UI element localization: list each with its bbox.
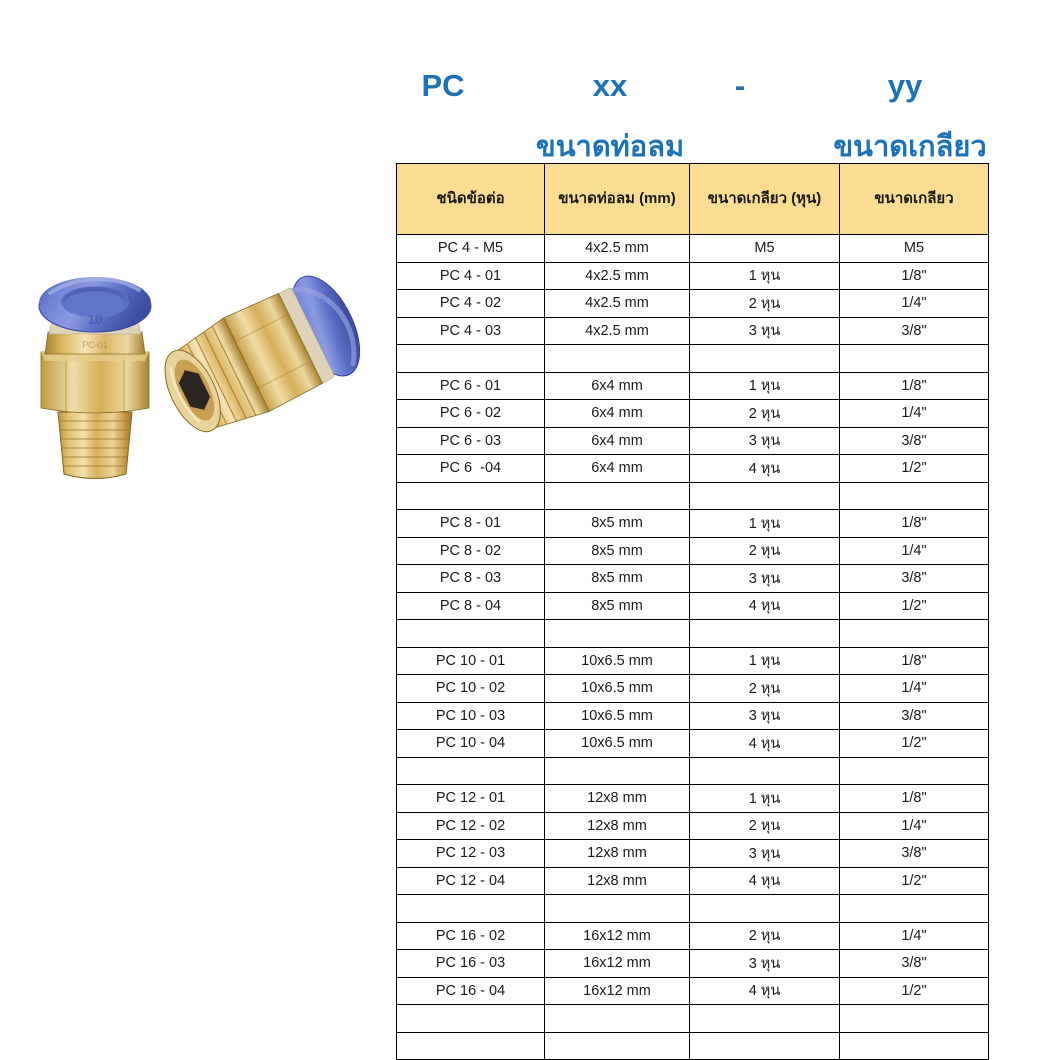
- table-row: [397, 290, 989, 318]
- table-cell: 4 หุน: [690, 867, 840, 895]
- table-cell: PC 12 - 02: [397, 812, 545, 840]
- table-cell: PC 10 - 04: [397, 730, 545, 758]
- fitting-upright: [39, 277, 151, 479]
- table-cell: 8x5 mm: [545, 537, 690, 565]
- table-cell: 4x2.5 mm: [545, 290, 690, 318]
- column-header-fitting-type: ชนิดข้อต่อ: [397, 164, 545, 235]
- table-cell: [690, 757, 840, 785]
- table-cell: [690, 895, 840, 923]
- table-cell: [397, 757, 545, 785]
- table-cell: 12x8 mm: [545, 840, 690, 868]
- table-cell: 4x2.5 mm: [545, 262, 690, 290]
- table-cell: 1 หุน: [690, 372, 840, 400]
- table-row: [397, 510, 989, 538]
- table-cell: 2 หุน: [690, 290, 840, 318]
- table-row: [397, 592, 989, 620]
- table-cell: [840, 482, 989, 510]
- table-cell: PC 8 - 02: [397, 537, 545, 565]
- table-cell: 1/8": [840, 262, 989, 290]
- table-cell: 3/8": [840, 840, 989, 868]
- table-cell: 1 หุน: [690, 785, 840, 813]
- table-cell: 2 หุน: [690, 675, 840, 703]
- table-cell: 1/2": [840, 730, 989, 758]
- table-cell: [840, 1032, 989, 1060]
- table-spacer-row: [397, 482, 989, 510]
- table-cell: 1/4": [840, 922, 989, 950]
- table-row: [397, 730, 989, 758]
- table-cell: [397, 482, 545, 510]
- header-row: [397, 164, 989, 235]
- table-cell: 3 หุน: [690, 317, 840, 345]
- table-cell: 1/4": [840, 537, 989, 565]
- table-cell: [397, 345, 545, 373]
- table-cell: 1/4": [840, 400, 989, 428]
- table-cell: PC 4 - M5: [397, 235, 545, 263]
- table-cell: [545, 1032, 690, 1060]
- table-cell: 12x8 mm: [545, 785, 690, 813]
- table-cell: [397, 1032, 545, 1060]
- table-cell: 1/8": [840, 647, 989, 675]
- table-cell: 6x4 mm: [545, 372, 690, 400]
- table-cell: 3/8": [840, 950, 989, 978]
- table-cell: 2 หุน: [690, 400, 840, 428]
- code-separator: -: [734, 68, 746, 103]
- table-row: [397, 950, 989, 978]
- table-cell: M5: [840, 235, 989, 263]
- table-body: [397, 235, 989, 1060]
- table-cell: [545, 482, 690, 510]
- table-row: [397, 922, 989, 950]
- table-cell: PC 10 - 02: [397, 675, 545, 703]
- thread-size-label: ขนาดเกลียว: [833, 131, 987, 163]
- table-cell: 1/8": [840, 372, 989, 400]
- svg-text:10: 10: [87, 312, 103, 327]
- table-cell: 1/2": [840, 867, 989, 895]
- table-cell: [545, 895, 690, 923]
- table-row: [397, 840, 989, 868]
- table-row: [397, 812, 989, 840]
- table-cell: [397, 895, 545, 923]
- table-cell: 6x4 mm: [545, 427, 690, 455]
- fitting-tilted: [149, 266, 365, 449]
- table-spacer-row: [397, 1032, 989, 1060]
- table-cell: PC 4 - 02: [397, 290, 545, 318]
- table-spacer-row: [397, 345, 989, 373]
- table-row: [397, 400, 989, 428]
- table-cell: 4 หุน: [690, 730, 840, 758]
- table-cell: 16x12 mm: [545, 950, 690, 978]
- table-cell: 1 หุน: [690, 647, 840, 675]
- table-cell: [690, 620, 840, 648]
- table-cell: 10x6.5 mm: [545, 730, 690, 758]
- specification-table: [396, 163, 989, 1060]
- table-cell: 16x12 mm: [545, 977, 690, 1005]
- table-spacer-row: [397, 620, 989, 648]
- table-header: [397, 164, 989, 235]
- table-cell: 1/4": [840, 290, 989, 318]
- table-cell: [690, 345, 840, 373]
- table-spacer-row: [397, 895, 989, 923]
- table-cell: 1/2": [840, 455, 989, 483]
- table-cell: 3 หุน: [690, 840, 840, 868]
- table-cell: PC 6 -04: [397, 455, 545, 483]
- table-cell: 3/8": [840, 702, 989, 730]
- table-cell: 1/4": [840, 812, 989, 840]
- table-row: [397, 977, 989, 1005]
- table-cell: 10x6.5 mm: [545, 675, 690, 703]
- table-row: [397, 537, 989, 565]
- table-cell: [840, 895, 989, 923]
- table-cell: PC 16 - 02: [397, 922, 545, 950]
- table-cell: 3/8": [840, 565, 989, 593]
- table-cell: PC 12 - 04: [397, 867, 545, 895]
- table-row: [397, 785, 989, 813]
- table-cell: [545, 1005, 690, 1033]
- table-cell: [397, 1005, 545, 1033]
- table-cell: 4 หุน: [690, 592, 840, 620]
- product-code-legend: [380, 30, 1020, 163]
- code-pipe-token: xx: [592, 68, 628, 103]
- column-header-pipe-size-mm: ขนาดท่อลม (mm): [545, 164, 690, 235]
- table-cell: M5: [690, 235, 840, 263]
- table-cell: 4x2.5 mm: [545, 317, 690, 345]
- pipe-size-label: ขนาดท่อลม: [535, 131, 685, 163]
- table-cell: PC 4 - 03: [397, 317, 545, 345]
- table-cell: 3 หุน: [690, 565, 840, 593]
- table-cell: PC 6 - 02: [397, 400, 545, 428]
- table-cell: [397, 620, 545, 648]
- table-cell: PC 6 - 03: [397, 427, 545, 455]
- table-cell: 8x5 mm: [545, 510, 690, 538]
- table-spacer-row: [397, 1005, 989, 1033]
- table-cell: [840, 1005, 989, 1033]
- table-cell: 1/8": [840, 510, 989, 538]
- svg-text:PC-01: PC-01: [82, 340, 108, 350]
- table-cell: [690, 1005, 840, 1033]
- table-cell: PC 8 - 01: [397, 510, 545, 538]
- table-cell: 6x4 mm: [545, 455, 690, 483]
- table-cell: 2 หุน: [690, 812, 840, 840]
- table-cell: 8x5 mm: [545, 565, 690, 593]
- table-cell: [840, 620, 989, 648]
- table-cell: 8x5 mm: [545, 592, 690, 620]
- code-prefix: PC: [421, 68, 465, 103]
- table-cell: 1/2": [840, 977, 989, 1005]
- table-cell: 4 หุน: [690, 455, 840, 483]
- table-cell: 12x8 mm: [545, 867, 690, 895]
- table-cell: PC 16 - 03: [397, 950, 545, 978]
- table-cell: PC 6 - 01: [397, 372, 545, 400]
- table-cell: PC 12 - 01: [397, 785, 545, 813]
- table-cell: [690, 1032, 840, 1060]
- table-cell: 4x2.5 mm: [545, 235, 690, 263]
- table-row: [397, 235, 989, 263]
- table-cell: 1 หุน: [690, 510, 840, 538]
- table-cell: 12x8 mm: [545, 812, 690, 840]
- table-cell: 1/8": [840, 785, 989, 813]
- table-cell: PC 10 - 03: [397, 702, 545, 730]
- table-cell: [545, 345, 690, 373]
- table-cell: PC 4 - 01: [397, 262, 545, 290]
- table-cell: 3 หุน: [690, 702, 840, 730]
- table-cell: PC 8 - 04: [397, 592, 545, 620]
- product-photo: [20, 258, 365, 503]
- table-row: [397, 455, 989, 483]
- table-row: [397, 675, 989, 703]
- table-cell: [840, 345, 989, 373]
- table-cell: [690, 482, 840, 510]
- pneumatic-fitting-illustration: [20, 258, 365, 503]
- table-cell: 2 หุน: [690, 922, 840, 950]
- table-row: [397, 647, 989, 675]
- table-cell: 4 หุน: [690, 977, 840, 1005]
- table-cell: 10x6.5 mm: [545, 647, 690, 675]
- table-cell: PC 16 - 04: [397, 977, 545, 1005]
- column-header-thread-size-hun: ขนาดเกลียว (หุน): [690, 164, 840, 235]
- table-cell: [840, 757, 989, 785]
- table-cell: 10x6.5 mm: [545, 702, 690, 730]
- table-cell: 1/4": [840, 675, 989, 703]
- table-cell: 3 หุน: [690, 950, 840, 978]
- table-cell: 3/8": [840, 427, 989, 455]
- table-row: [397, 565, 989, 593]
- table-row: [397, 702, 989, 730]
- table-cell: [545, 757, 690, 785]
- table-cell: 6x4 mm: [545, 400, 690, 428]
- table-row: [397, 317, 989, 345]
- table-row: [397, 867, 989, 895]
- table-cell: 2 หุน: [690, 537, 840, 565]
- table-spacer-row: [397, 757, 989, 785]
- table-cell: 1/2": [840, 592, 989, 620]
- column-header-thread-size: ขนาดเกลียว: [840, 164, 989, 235]
- table-cell: PC 8 - 03: [397, 565, 545, 593]
- table-cell: 3/8": [840, 317, 989, 345]
- table-cell: 3 หุน: [690, 427, 840, 455]
- table-cell: [545, 620, 690, 648]
- table-row: [397, 262, 989, 290]
- table-row: [397, 427, 989, 455]
- table-cell: 16x12 mm: [545, 922, 690, 950]
- table-cell: PC 12 - 03: [397, 840, 545, 868]
- table-row: [397, 372, 989, 400]
- table-cell: 1 หุน: [690, 262, 840, 290]
- table-cell: PC 10 - 01: [397, 647, 545, 675]
- code-thread-token: yy: [887, 68, 923, 103]
